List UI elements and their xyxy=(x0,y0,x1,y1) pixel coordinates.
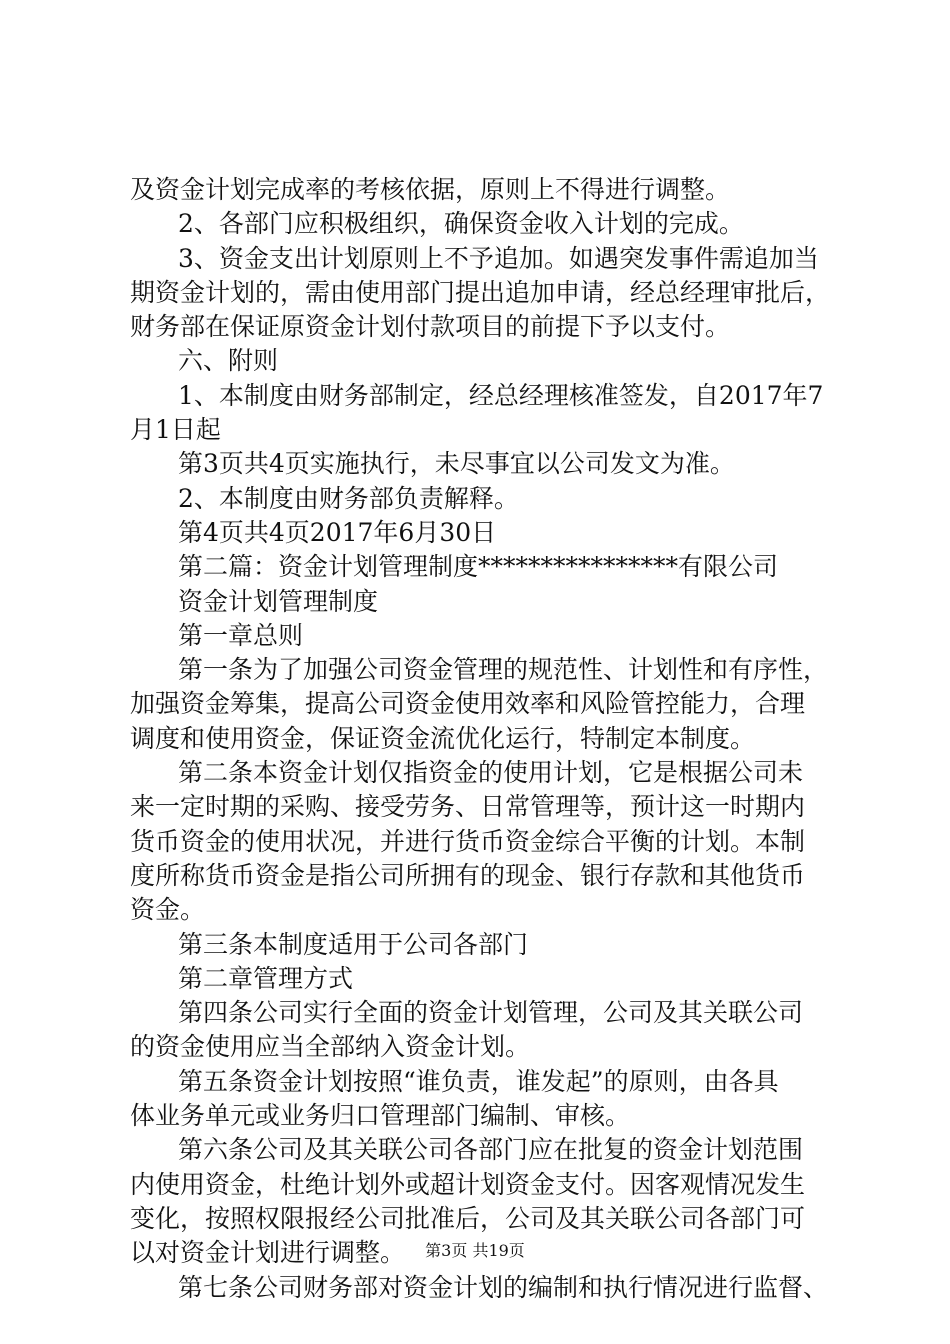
text-line: 月1日起 xyxy=(130,415,221,445)
text-line: 的资金使用应当全部纳入资金计划。 xyxy=(130,1032,531,1062)
text-line: 调度和使用资金，保证资金流优化运行，特制定本制度。 xyxy=(130,723,756,753)
text-line: 第4页共4页2017年6月30日 xyxy=(178,517,497,547)
text-line: 第七条公司财务部对资金计划的编制和执行情况进行监督、 xyxy=(178,1272,829,1302)
text-line: 体业务单元或业务归口管理部门编制、审核。 xyxy=(130,1101,631,1131)
text-line: 第六条公司及其关联公司各部门应在批复的资金计划范围 xyxy=(178,1135,804,1165)
text-line: 第3页共4页实施执行，未尽事宜以公司发文为准。 xyxy=(178,449,735,479)
text-line: 以对资金计划进行调整。 xyxy=(130,1238,406,1268)
text-line: 第二条本资金计划仅指资金的使用计划，它是根据公司未 xyxy=(178,758,804,788)
text-line: 货币资金的使用状况，并进行货币资金综合平衡的计划。本制 xyxy=(130,826,806,856)
text-line: 度所称货币资金是指公司所拥有的现金、银行存款和其他货币 xyxy=(130,860,806,890)
section-heading: 资金计划管理制度 xyxy=(178,586,379,616)
text-line: 2、本制度由财务部负责解释。 xyxy=(178,483,519,513)
text-line: 及资金计划完成率的考核依据，原则上不得进行调整。 xyxy=(130,175,731,204)
text-line: 内使用资金，杜绝计划外或超计划资金支付。因客观情况发生 xyxy=(130,1169,806,1199)
chapter-heading: 第二章管理方式 xyxy=(178,963,354,993)
text-line: 财务部在保证原资金计划付款项目的前提下予以支付。 xyxy=(130,312,731,342)
text-line: 加强资金筹集，提高公司资金使用效率和风险管控能力，合理 xyxy=(130,689,806,719)
text-line: 第四条公司实行全面的资金计划管理，公司及其关联公司 xyxy=(178,998,804,1028)
chapter-heading: 第一章总则 xyxy=(178,620,304,650)
text-line: 1、本制度由财务部制定，经总经理核准签发，自2017年7 xyxy=(178,380,824,410)
text-line: 期资金计划的，需由使用部门提出追加申请，经总经理审批后， xyxy=(130,277,831,307)
document-body xyxy=(130,173,835,1305)
text-line: 资金。 xyxy=(130,895,206,925)
text-line: 2、各部门应积极组织，确保资金收入计划的完成。 xyxy=(178,209,744,239)
text-line: 来一定时期的采购、接受劳务、日常管理等，预计这一时期内 xyxy=(130,792,806,822)
page-footer: 第3页 共19页 xyxy=(425,1241,525,1260)
text-line: 变化，按照权限报经公司批准后，公司及其关联公司各部门可 xyxy=(130,1203,806,1233)
section-heading: 第二篇：资金计划管理制度****************有限公司 xyxy=(178,552,779,582)
text-line: 第三条本制度适用于公司各部门 xyxy=(178,929,529,959)
text-line: 第一条为了加强公司资金管理的规范性、计划性和有序性， xyxy=(178,655,829,685)
section-heading: 六、附则 xyxy=(178,346,279,376)
text-line: 3、资金支出计划原则上不予追加。如遇突发事件需追加当 xyxy=(178,243,819,273)
text-line: 第五条资金计划按照“谁负责，谁发起”的原则，由各具 xyxy=(178,1066,779,1096)
